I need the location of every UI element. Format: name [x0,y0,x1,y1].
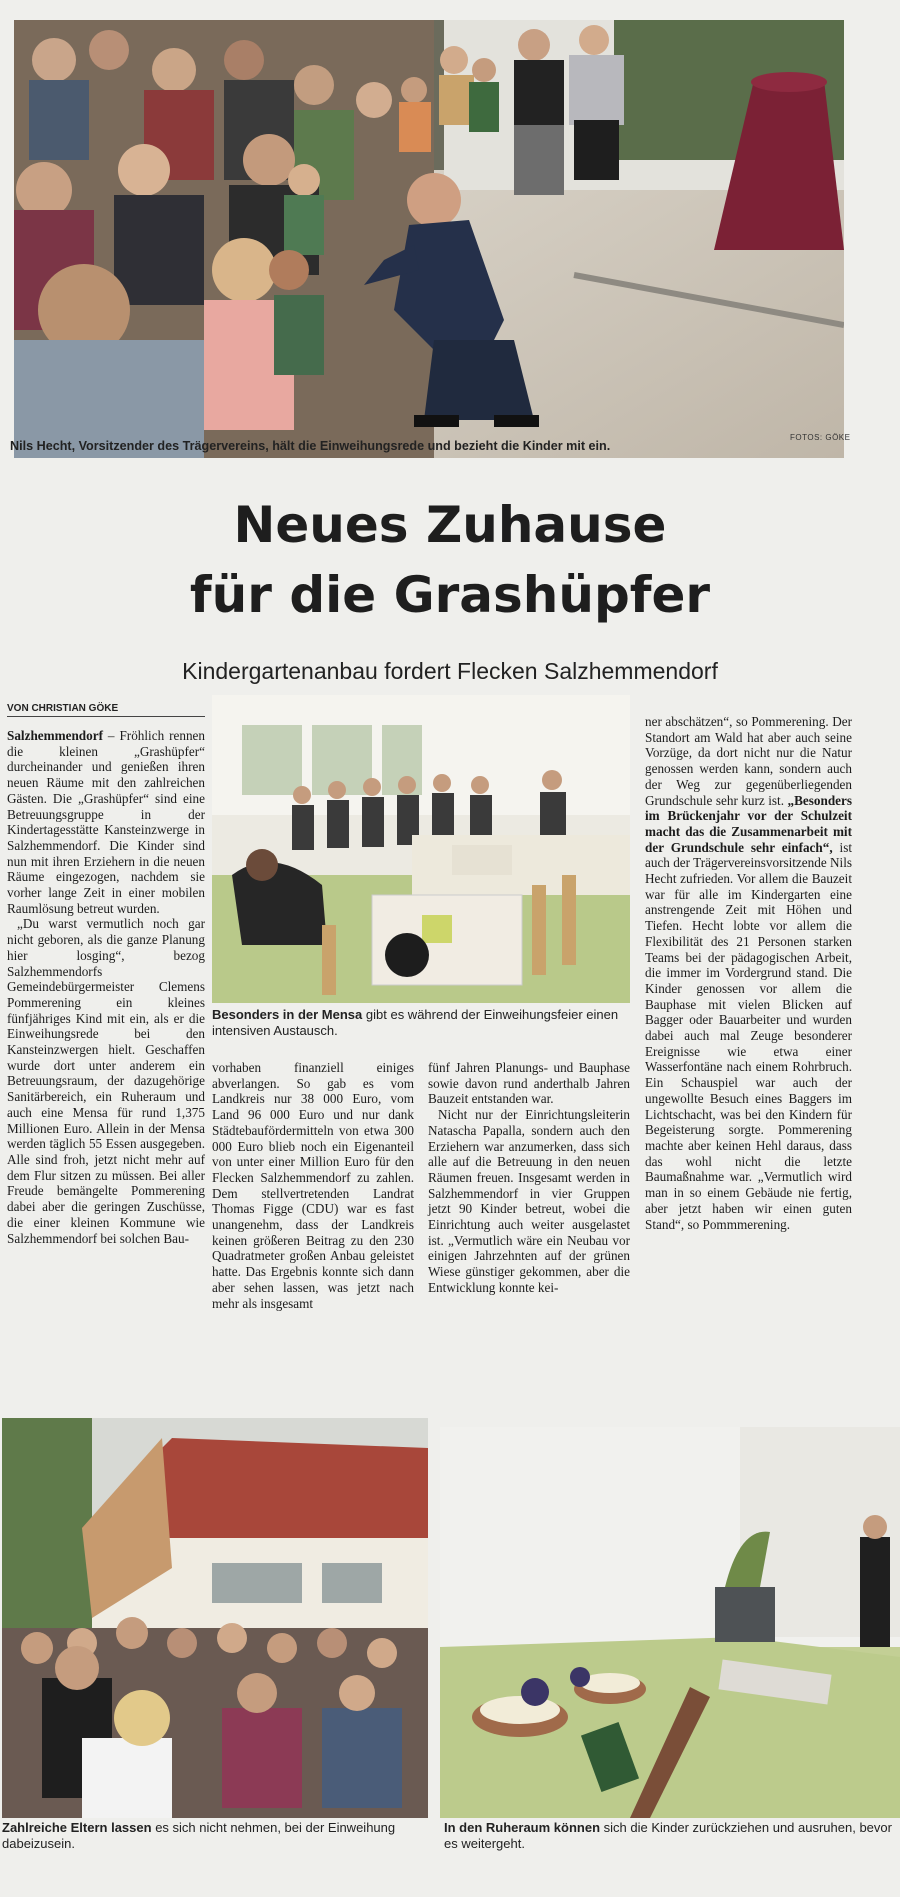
mensa-photo-caption: Besonders in der Mensa gibt es während der Einweihungsfeier einen intensiven Austausch. [212,1007,619,1038]
headline-line1: Neues Zuhause [233,496,667,554]
article-paragraph: Salzhemmendorf – Fröhlich rennen die kleinen „Grashüpfer“ durcheinander und genießen ihren neuen Räume mit den zahlreichen Gästen. Die „Grashüpfer“ sind eine Betreuungsgruppe in der Kindertagesstätte Kansteinzwerge in Salzhemmendorf. Die Kinder sind nun mit ihren Erziehern in die neuen Räume eingezogen, nachdem sie vorher lange Zeit in einer mobilen Raumlösung betreut wurden. [7,728,205,916]
article-paragraph: fünf Jahren Planungs- und Bauphase sowie davon rund anderthalb Jahren Bauzeit entstanden war. [428,1060,630,1107]
headline-line2: für die Grashüpfer [189,566,711,624]
mensa-photo [212,695,630,1003]
article-column-4 [645,714,852,1232]
rest-room-photo [440,1427,900,1818]
article-column-3 [428,1060,630,1296]
quote-highlight: „Besonders im Brückenjahr vor der Schulzeit macht das die Zusammenarbeit mit der Grundschule sehr einfach“, [645,792,852,855]
parents-photo-caption: Zahlreiche Eltern lassen es sich nicht nehmen, bei der Einweihung dabeizusein. [2,1820,396,1851]
rest-room-photo-caption: In den Ruheraum können sich die Kinder zurückziehen und ausruhen, bevor es weitergeht. [444,1820,892,1851]
article-paragraph: „Du warst vermutlich noch gar nicht geboren, als die ganze Planung hier losging“, bezog Salzhemmendorfs Gemeindebürgermeister Clemens Pommerening ein kleines fünfjähriges Kind mit ein, als er die Einweihungsrede bei den Kansteinzwergen hielt. Geschaffen wurde dort unter anderem ein Betreuungsraum, der dazugehörige Sanitärbereich, ein Ruheraum und auch eine Mensa für rund 1,375 Millionen Euro. Allein in der Mensa werden täglich 55 Essen ausgegeben. Alle sind froh, jetzt nicht mehr auf dem Flur sitzen zu müssen. Bei aller Freude bemängelte Pommerening dabei aber die geringen Zuschüsse, die einer kleinen Kommune wie Salzhemmendorf bei solchen Bau- [7,916,205,1246]
article-paragraph: ner abschätzen“, so Pommerening. Der Standort am Wald hat aber auch seine Vorzüge, da dort nicht nur die Natur genossen werden kann, sondern auch der Weg zur gegenüberliegenden Grundschule sehr kurz ist. „Besonders im Brückenjahr vor der Schulzeit macht das die Zusammenarbeit mit der Grundschule sehr einfach“, ist auch der Trägervereinsvorsitzende Nils Hecht zufrieden. Vor allem die Bauzeit war für alle im Kindergarten eine anstrengende Zeit mit Höhen und Tiefen. Hecht lobte vor allem die Flexibilität des 21 Personen starken Teams bei der pädagogischen Arbeit, die immer im Vordergrund stand. Die Kinder genossen vor allem die Bauphase mit vielen Blicken auf Bagger oder Bauarbeiter und wurden dabei auch mal Zeuge besonderer Ereignisse wie etwa einer Wasserfontäne nach einem Rohrbruch. Ein Schauspiel war auch der ungewollte Besuch eines Baggers im Lichtschacht, was bei den Kindern für Begeisterung sorgte. Pommerening machte aber keinen Hehl daraus, dass das wohl nicht die letzte Baumaßnahme war. „Vermutlich wird man in so einem Gebäude nie fertig, aber jetzt haben wir einen guten Stand“, so Pommmerening. [645,714,852,1232]
subheadline: Kindergartenanbau fordert Flecken Salzhemmendorf [182,658,718,684]
dateline-place: Salzhemmendorf [7,728,103,743]
parents-photo [2,1418,428,1818]
article-column-2 [212,1060,414,1311]
article-paragraph: Nicht nur der Einrichtungsleiterin Natascha Papalla, sondern auch den Erziehern war anzumerken, dass sich alle auf die Betreuung in den neuen Räumen freuen. Insgesamt werden in Salzhemmendorf in vier Gruppen jetzt 90 Kinder betreut, wobei die Einrichtung auch weiter ausgelastet ist. „Vermutlich wäre ein Neubau vor einigen Jahrzehnten auf der grünen Wiese günstiger gekommen, aber die Entwicklung konnte kei- [428,1107,630,1295]
top-photo-caption: Nils Hecht, Vorsitzender des Trägervereins, hält die Einweihungsrede und bezieht die Kinder mit ein. [10,439,611,453]
photo-credit: FOTOS: GÖKE [790,433,851,442]
byline: VON CHRISTIAN GÖKE [7,703,205,717]
article-paragraph: vorhaben finanziell einiges abverlangen. So gab es vom Landkreis nur 38 000 Euro, vom Land 96 000 Euro und nur dank Städtebaufördermitteln von etwa 300 000 Euro blieb noch ein Eigenanteil von unter einer Million Euro für den Flecken Salzhemmendorf zu zahlen. Dem stellvertretenden Landrat Thomas Figge (CDU) war es fast unangenehm, dass der Landkreis keinen größeren Beitrag zu den 230 Quadratmeter großen Anbau geleistet hatte. Das Ergebnis konnte sich dann aber sehen lassen, was jetzt nach mehr als insgesamt [212,1060,414,1311]
article-column-1 [7,728,205,1246]
top-photo [14,20,844,458]
